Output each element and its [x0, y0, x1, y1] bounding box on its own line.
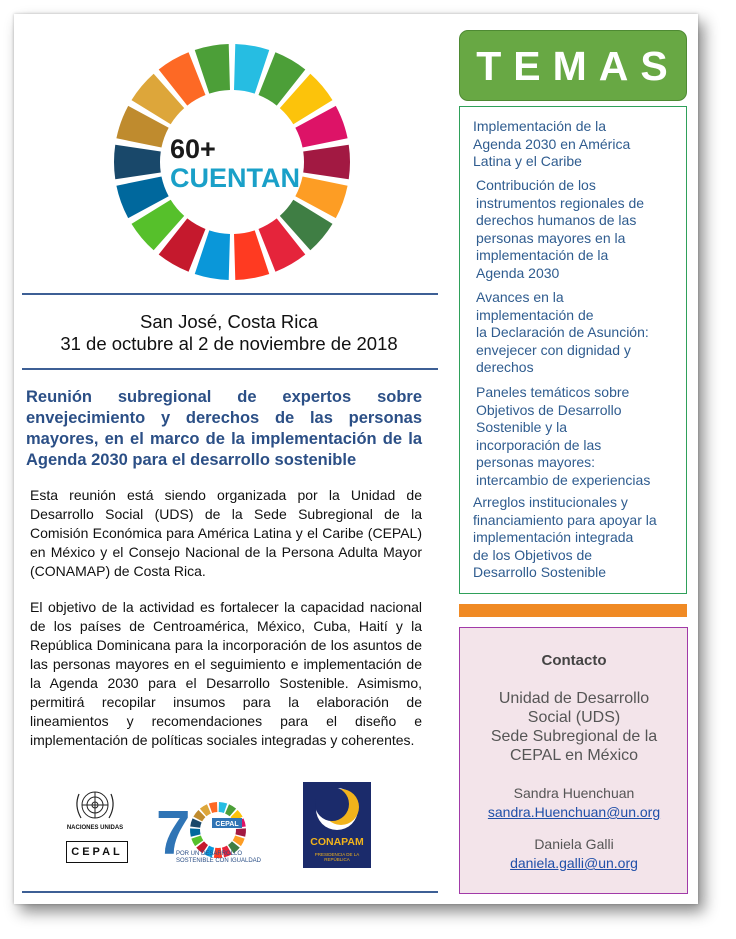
- topic-item: [476, 177, 644, 283]
- topic-item: [476, 384, 650, 490]
- logo-text: [170, 135, 300, 193]
- topic-line: Agenda 2030: [476, 264, 560, 281]
- cepal70-ring-segment: [235, 828, 246, 836]
- cepal70-ring-segment: [209, 802, 218, 813]
- un-label: NACIONES UNIDAS: [66, 825, 124, 831]
- event-heading: Reunión subregional de expertos sobre envejecimiento y derechos de las personas mayores, en el marco de la implementación de la Agenda 2030 para el desarrollo sostenible: [26, 388, 422, 469]
- topic-line: Sostenible y la: [476, 419, 568, 436]
- event-dates: 31 de octubre al 2 de noviembre de 2018: [60, 333, 398, 354]
- conapam-name: CONAPAM: [310, 836, 364, 848]
- topic-line: Desarrollo Sostenible: [473, 564, 607, 581]
- topic-line: de los Objetivos de: [473, 546, 593, 563]
- contact-unit: [474, 689, 674, 765]
- topic-item: [473, 494, 657, 582]
- cepal70-ring-segment: [219, 802, 228, 813]
- divider-middle: [22, 368, 438, 370]
- topic-item: [476, 289, 649, 377]
- event-city: San José, Costa Rica: [140, 311, 318, 332]
- orange-divider: [459, 604, 687, 617]
- paragraph-intro: Esta reunión está siendo organizada por la Unidad de Desarrollo Social (UDS) de la Sede Subregional de la Comisión Económica para América Latina y el Caribe (CEPAL) en México y el Consejo Nacional de la Persona Adulta Mayor (CONAMAP) de Costa Rica.: [30, 487, 422, 579]
- contact-person-name: Daniela Galli: [534, 836, 614, 852]
- topic-line: derechos humanos de las: [476, 212, 637, 229]
- topic-line: Contribución de los: [476, 177, 596, 193]
- topic-line: intercambio de experiencias: [476, 471, 651, 488]
- topic-line: Arreglos institucionales y: [473, 494, 628, 510]
- topic-line: incorporación de las: [476, 436, 602, 453]
- contact-unit-line: Sede Subregional de la: [490, 728, 658, 745]
- logo-word: CUENTAN: [170, 163, 300, 193]
- topic-line: Implementación de la: [473, 118, 607, 134]
- conapam-logo: [303, 782, 371, 868]
- topic-line: personas mayores en la: [476, 229, 626, 246]
- topic-line: Agenda 2030 en América: [473, 135, 631, 152]
- wheel-segment: [114, 145, 161, 179]
- temas-title: TEMAS: [476, 43, 680, 89]
- logo-number: 60+: [170, 134, 216, 164]
- topic-line: derechos: [476, 359, 534, 376]
- conapam-subtitle: PRESIDENCIA DE LA REPÚBLICA: [314, 852, 360, 862]
- topic-line: la Declaración de Asunción:: [476, 324, 649, 341]
- contact-title: Contacto: [541, 652, 607, 669]
- contact-person-name: Sandra Huenchuan: [513, 785, 635, 801]
- topic-line: Avances en la: [476, 289, 564, 305]
- cepal-70-caption-line1: POR UN DESARROLLO: [176, 851, 243, 857]
- topic-line: Latina y el Caribe: [473, 153, 582, 170]
- contact-email-link[interactable]: daniela.galli@un.org: [510, 855, 638, 871]
- divider-bottom: [22, 891, 438, 893]
- divider-top: [22, 293, 438, 295]
- topic-line: implementación de: [476, 306, 594, 323]
- paragraph-objective: El objetivo de la actividad es fortalecer la capacidad nacional de los países de Centroamérica, México, Cuba, Haití y la República Dominicana para la incorporación de los asuntos de las personas mayores en el seguimiento e implementación de la Agenda 2030 para el Desarrollo Sostenible. Asimismo, permitirá recopilar insumos para la elaboración de lineamientos y recomendaciones para el diseño e implementación de políticas sociales integradas y coherentes.: [30, 599, 422, 748]
- topic-line: Objetivos de Desarrollo: [476, 401, 622, 418]
- contact-box: [459, 627, 688, 894]
- topic-line: instrumentos regionales de: [476, 194, 645, 211]
- topic-line: implementación de la: [476, 247, 609, 264]
- contact-unit-line: Unidad de Desarrollo: [498, 690, 650, 707]
- temas-header: [459, 30, 687, 101]
- cepal-70-caption-line2: SOSTENIBLE CON IGUALDAD: [176, 858, 262, 864]
- topic-line: Paneles temáticos sobre: [476, 384, 630, 400]
- wheel-segment: [303, 145, 350, 179]
- topic-line: financiamiento para apoyar la: [473, 511, 657, 528]
- topic-line: implementación integrada: [473, 529, 634, 546]
- svg-text:CEPAL: CEPAL: [215, 821, 239, 828]
- topic-item: [473, 118, 630, 171]
- contact-unit-line: CEPAL en México: [509, 747, 639, 764]
- topic-line: personas mayores:: [476, 454, 596, 471]
- topic-line: envejecer con dignidad y: [476, 341, 631, 358]
- cepal70-ring-segment: [190, 828, 201, 836]
- cepal-logo: CEPAL: [66, 841, 128, 863]
- contact-email-link[interactable]: sandra.Huenchuan@un.org: [487, 804, 661, 820]
- svg-text:7: 7: [156, 799, 191, 868]
- contact-unit-line: Social (UDS): [527, 709, 621, 726]
- conapam-sun-icon: [303, 782, 371, 838]
- topics-box: [459, 106, 687, 594]
- cepal-70-caption: [176, 851, 266, 865]
